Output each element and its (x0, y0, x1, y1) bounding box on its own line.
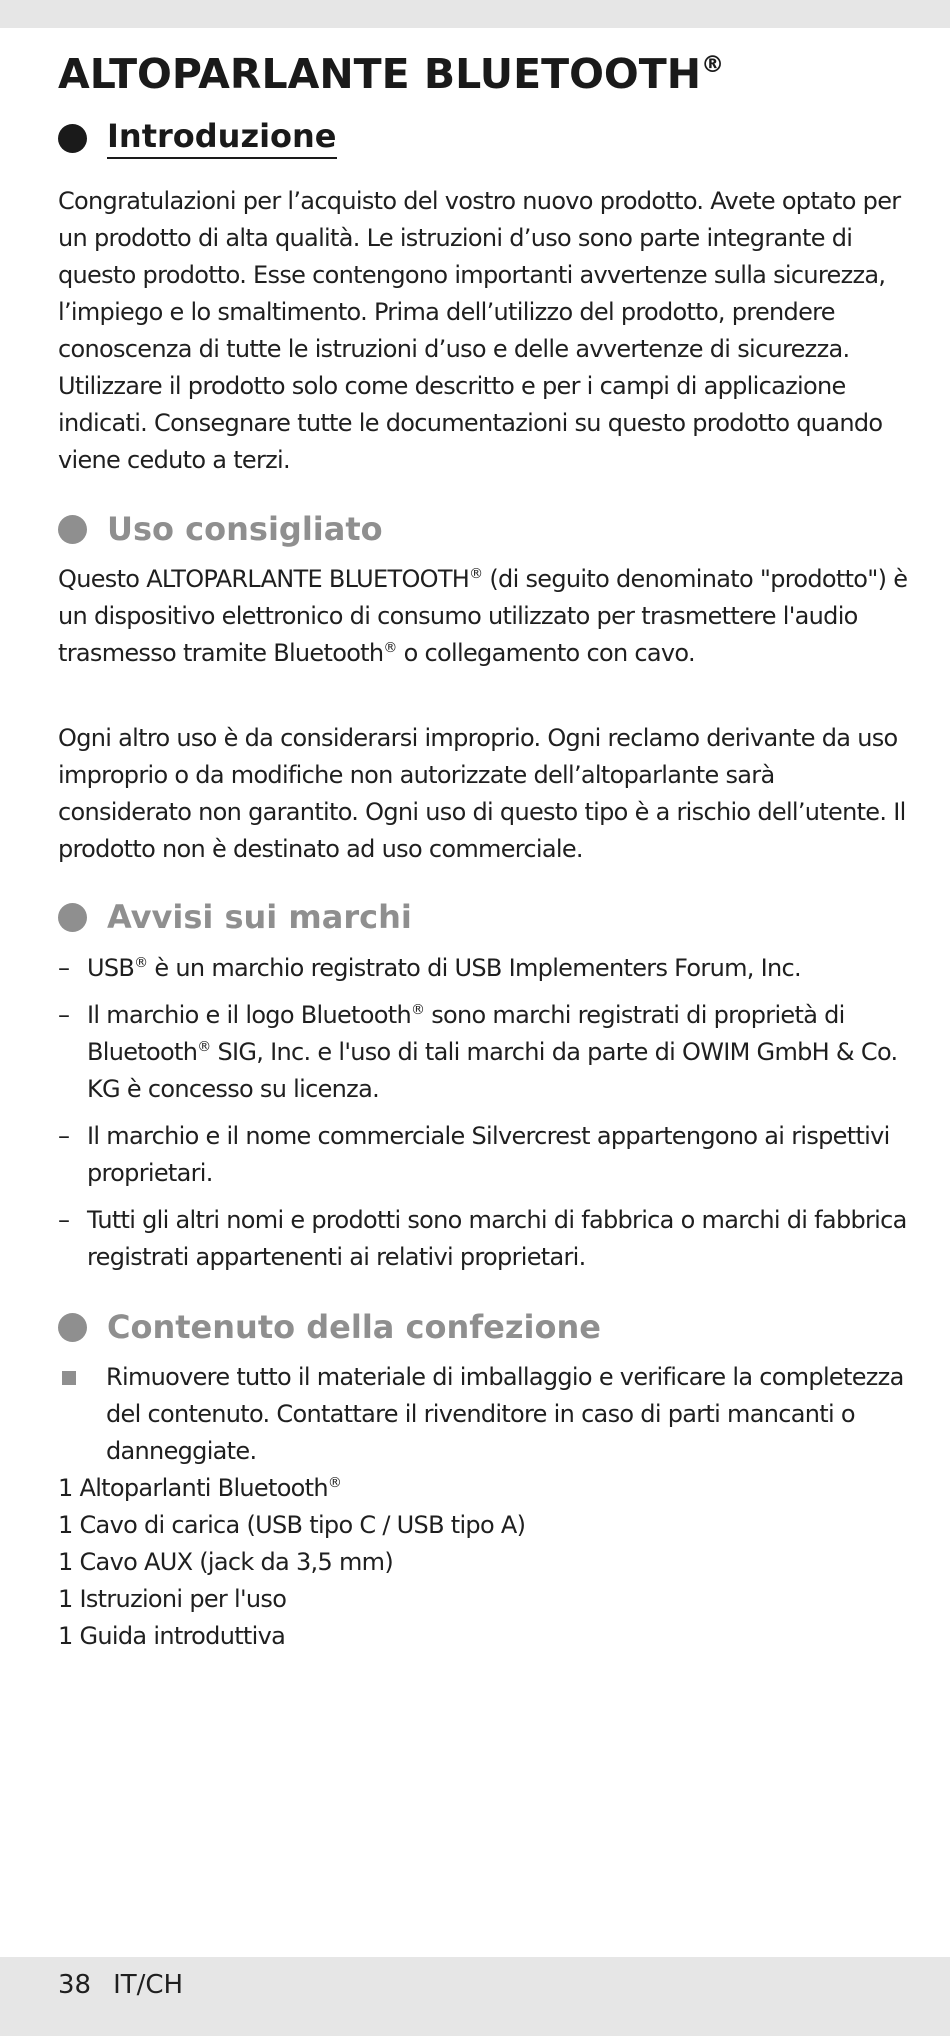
trademark-item: – Il marchio e il nome commerciale Silvercrest appartengono ai rispettivi proprietari. (58, 1122, 890, 1187)
section-bullet-icon (58, 124, 87, 153)
list-item: 1 Istruzioni per l'uso (58, 1585, 287, 1613)
section-bullet-icon (58, 515, 87, 544)
package-contents-list (58, 1470, 908, 1655)
list-item: 1 Altoparlanti Bluetooth® (58, 1474, 342, 1502)
document-title: ALTOPARLANTE BLUETOOTH® (58, 50, 725, 98)
list-item: 1 Cavo AUX (jack da 3,5 mm) (58, 1548, 393, 1576)
section-heading-avvisi-marchi: Avvisi sui marchi (58, 898, 412, 936)
intro-paragraph: Congratulazioni per l’acquisto del vostro nuovo prodotto. Avete optato per un prodotto di alta qualità. Le istruzioni d’uso sono parte integrante di questo prodotto. Esse contengono importanti avvertenze sulla sicurezza, l’impiego e lo smaltimento. Prima dell’utilizzo del prodotto, prendere conoscenza di tutte le istruzioni d’uso e delle avvertenze di sicurezza. Utilizzare il prodotto solo come descritto e per i campi di applicazione indicati. Consegnare tutte le documentazioni su questo prodotto quando viene ceduto a terzi. (58, 187, 901, 474)
section-heading-contenuto-confezione: Contenuto della confezione (58, 1308, 601, 1346)
list-item: 1 Cavo di carica (USB tipo C / USB tipo A) (58, 1511, 526, 1539)
language-code: IT/CH (113, 1970, 184, 2000)
section-heading-introduzione: Introduzione (58, 117, 337, 159)
page-number: 38 (58, 1970, 92, 2000)
trademark-item: – Tutti gli altri nomi e prodotti sono marchi di fabbrica o marchi di fabbrica registrati appartenenti ai relativi proprietari. (58, 1206, 907, 1271)
section-heading-uso-consigliato: Uso consigliato (58, 510, 383, 548)
unpacking-instruction: Rimuovere tutto il materiale di imballaggio e verificare la completezza del contenuto. Contattare il rivenditore in caso di parti mancanti o danneggiate. (58, 1359, 908, 1470)
section-bullet-icon (58, 1313, 87, 1342)
trademark-item: – Il marchio e il logo Bluetooth® sono marchi registrati di proprietà di Bluetooth® SIG, Inc. e l'uso di tali marchi da parte di OWIM GmbH & Co. KG è concesso su licenza. (58, 1001, 898, 1103)
list-item: 1 Guida introduttiva (58, 1622, 286, 1650)
page-footer (58, 1970, 183, 2000)
header-band (0, 0, 950, 28)
section-bullet-icon (58, 903, 87, 932)
square-bullet-icon (62, 1371, 76, 1385)
trademark-item: – USB® è un marchio registrato di USB Implementers Forum, Inc. (58, 954, 801, 982)
usage-paragraph-2: Ogni altro uso è da considerarsi improprio. Ogni reclamo derivante da uso improprio o da modifiche non autorizzate dell’altoparlante sarà considerato non garantito. Ogni uso di questo tipo è a rischio dell’utente. Il prodotto non è destinato ad uso commerciale. (58, 724, 906, 863)
usage-paragraph-1: Questo ALTOPARLANTE BLUETOOTH® (di seguito denominato "prodotto") è un dispositivo elettronico di consumo utilizzato per trasmettere l'audio trasmesso tramite Bluetooth® o collegamento con cavo. (58, 565, 908, 667)
